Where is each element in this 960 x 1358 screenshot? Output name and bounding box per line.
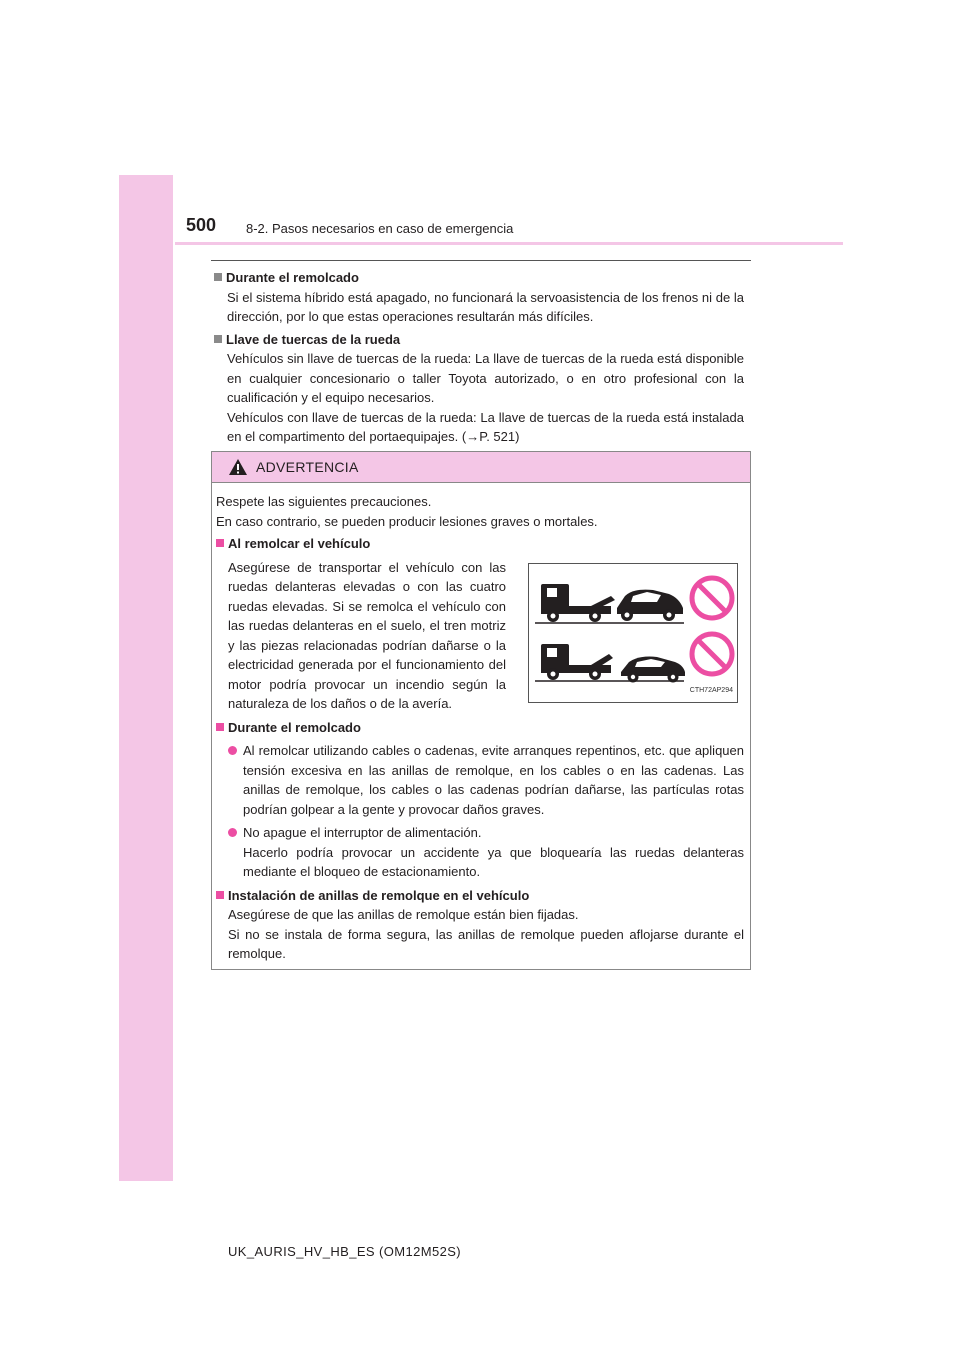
towing-illustration <box>528 563 738 703</box>
bullet-interruptor-line2: Hacerlo podría provocar un accidente ya que bloquearía las ruedas delanteras mediante el bloqueo de estacionamiento. <box>243 844 744 879</box>
bullet-cables-cadenas: Al remolcar utilizando cables o cadenas, evite arranques repentinos, etc. que apliquen tensión excesiva en las anillas de remolque, en los cables o en las cadenas. Las anillas de remolque, los cables o las cadenas podrían dañarse, las partículas rotas podrían golpear a la gente y provocar daños graves. <box>228 741 744 819</box>
bullet-interruptor-line1: No apague el interruptor de alimentación. <box>243 825 482 840</box>
warning-title: ADVERTENCIA <box>256 459 359 475</box>
paragraph-anillas-2: Si no se instala de forma segura, las anillas de remolque pueden aflojarse durante el remolque. <box>228 926 744 961</box>
car-bottom <box>621 657 685 683</box>
paragraph-remolcado: Si el sistema híbrido está apagado, no funcionará la servoasistencia de los frenos ni de la dirección, por lo que estas operaciones resultarán más difíciles. <box>227 289 744 324</box>
paragraph-anillas-1: Asegúrese de que las anillas de remolque están bien fijadas. <box>228 907 579 922</box>
tow-truck-bottom <box>541 644 613 680</box>
heading-durante-remolcado-warning: Durante el remolcado <box>216 718 744 738</box>
heading-instalacion-anillas: Instalación de anillas de remolque en el vehículo <box>216 886 744 906</box>
side-tab-bar <box>119 175 173 1181</box>
paragraph-llave-1: Vehículos sin llave de tuercas de la rueda: La llave de tuercas de la rueda está disponible en cualquier concesionario o taller Toyota autorizado, o en otro profesional con la cualificación y el equipo necesarios. <box>227 351 744 405</box>
prohibition-icon <box>692 634 732 674</box>
content <box>214 268 744 447</box>
content-divider <box>211 260 751 261</box>
warning-triangle-icon <box>228 458 248 476</box>
warning-header <box>212 452 750 483</box>
page-number: 500 <box>186 215 217 235</box>
footer-model-code: UK_AURIS_HV_HB_ES (OM12M52S) <box>228 1244 461 1259</box>
paragraph-llave-2: Vehículos con llave de tuercas de la rueda: La llave de tuercas de la rueda está instalada en el compartimento del portaequipajes. (→P. 521) <box>227 409 744 444</box>
tow-truck-top <box>541 584 615 622</box>
warning-box <box>211 451 751 970</box>
heading-llave-tuercas: Llave de tuercas de la rueda <box>214 330 744 350</box>
bullet-interruptor <box>228 823 744 882</box>
warning-intro-2: En caso contrario, se pueden producir lesiones graves o mortales. <box>216 513 598 529</box>
warning-body <box>216 492 744 964</box>
heading-al-remolcar: Al remolcar el vehículo <box>216 534 744 554</box>
paragraph-al-remolcar: Asegúrese de transportar el vehículo con las ruedas delanteras elevadas o con las cuatro ruedas elevadas. Si se remolca el vehículo con las ruedas delanteras en el suelo, el tren motriz y las piezas relacionadas podrían dañarse o la electricidad generada por el funcionamiento del motor podría provocar un incendio según la naturaleza de los daños o de la avería. <box>228 559 506 711</box>
illustration-code: CTH72AP294 <box>689 686 733 694</box>
warning-intro-1: Respete las siguientes precauciones. <box>216 494 432 509</box>
header-divider <box>175 242 843 245</box>
section-title: 8-2. Pasos necesarios en caso de emergencia <box>246 221 514 236</box>
heading-durante-remolcado: Durante el remolcado <box>214 268 744 288</box>
prohibition-icon <box>692 578 732 618</box>
car-top <box>617 590 683 621</box>
